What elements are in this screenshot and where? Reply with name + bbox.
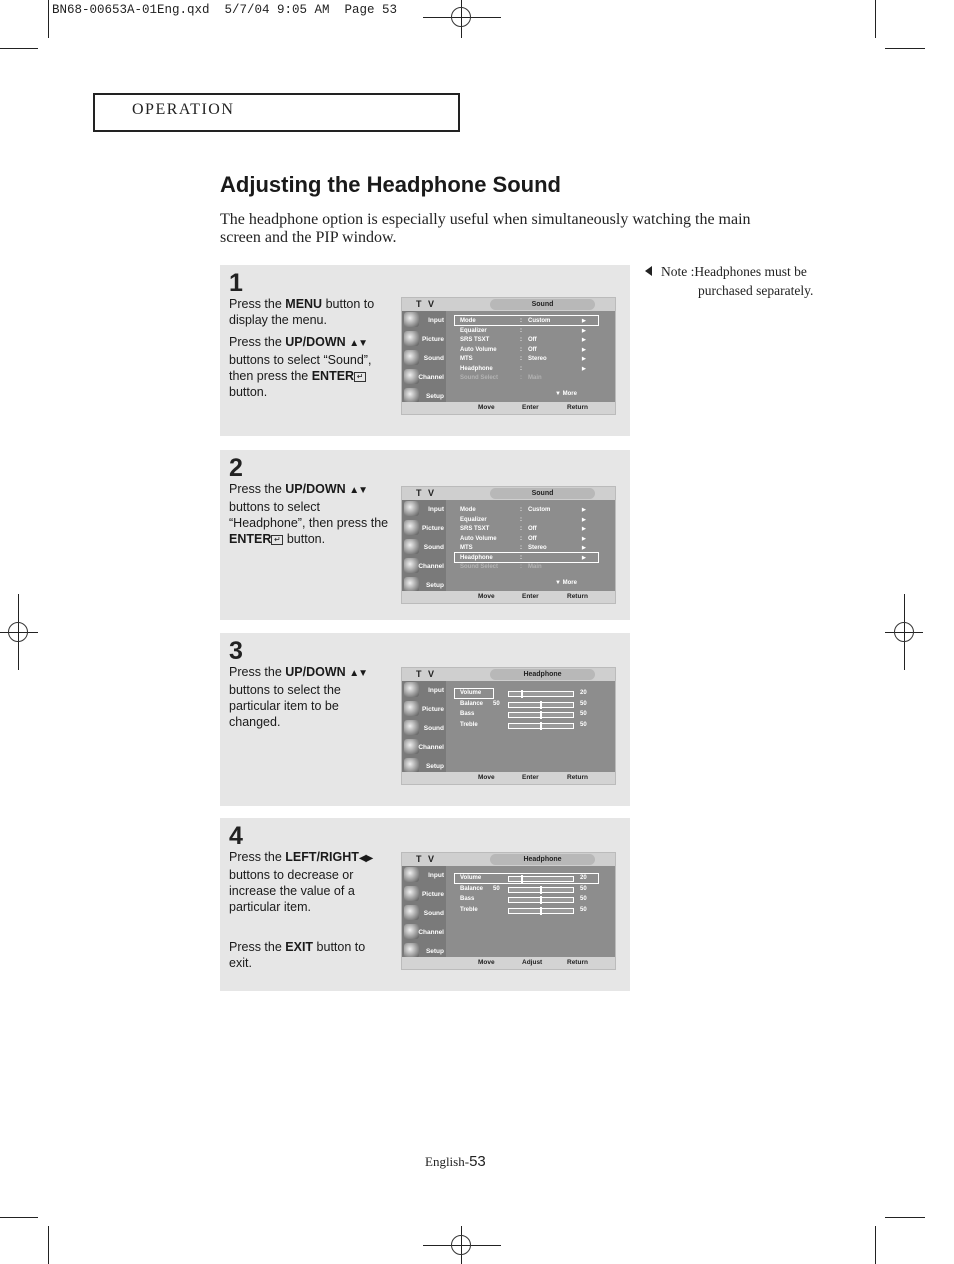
tv-screen xyxy=(401,852,616,970)
menu-title: Sound xyxy=(490,488,595,499)
tv-help-bar xyxy=(402,772,615,784)
sidebar-item-label: Sound xyxy=(423,910,444,917)
sidebar-item-input xyxy=(402,866,446,884)
note-label: Note : xyxy=(661,264,695,279)
highlight-box xyxy=(454,873,599,884)
sidebar-item-channel xyxy=(402,368,446,386)
picture-icon xyxy=(404,701,419,716)
enter-hint: Adjust xyxy=(522,959,543,966)
sidebar-item-picture xyxy=(402,700,446,718)
level-marker xyxy=(540,896,542,904)
arrow-right-icon: ▶ xyxy=(582,545,586,551)
menu-item-name: Mode xyxy=(460,507,476,513)
level-value: 50 xyxy=(580,885,587,892)
move-hint: Move xyxy=(478,593,495,600)
menu-item-value: Main xyxy=(528,375,542,381)
arrow-right-icon: ▶ xyxy=(582,516,586,523)
intro-text: The headphone option is especially useful when simultaneously watching the main screen and the PIP window. xyxy=(220,211,751,246)
menu-item-value: Custom xyxy=(528,507,551,513)
setup-icon xyxy=(404,758,419,773)
sidebar-item-label: Channel xyxy=(418,374,444,381)
menu-item-value: Off xyxy=(528,337,537,343)
channel-icon xyxy=(404,558,419,573)
text-bold: MENU xyxy=(285,297,323,311)
separator-colon: : xyxy=(520,365,522,372)
separator-colon: : xyxy=(520,337,522,343)
text-bold: ENTER xyxy=(229,532,272,546)
picture-icon xyxy=(404,886,419,901)
sidebar-item-channel xyxy=(402,923,446,941)
text: Press the xyxy=(229,850,286,864)
sidebar-item-label: Picture xyxy=(421,891,444,898)
menu-row xyxy=(460,536,600,546)
menu-item-value: Off xyxy=(528,526,537,532)
menu-row xyxy=(460,328,600,338)
registration-mark xyxy=(451,1235,471,1255)
text: button to exit. xyxy=(229,940,366,970)
note-line1: Headphones must be xyxy=(694,264,807,279)
setup-icon xyxy=(404,577,419,592)
step-4 xyxy=(220,818,630,991)
sidebar-item-label: Input xyxy=(428,317,444,324)
sidebar-item-picture xyxy=(402,330,446,348)
menu-item-name: MTS xyxy=(460,356,473,362)
enter-hint: Enter xyxy=(522,404,539,411)
level-marker xyxy=(540,701,542,709)
level-bar xyxy=(508,702,574,708)
menu-item-name: Treble xyxy=(460,906,478,913)
return-hint: Return xyxy=(567,593,588,600)
tv-sidebar xyxy=(402,866,446,961)
picture-icon xyxy=(404,520,419,535)
menu-row xyxy=(460,366,600,376)
level-bar xyxy=(508,723,574,729)
sidebar-item-input xyxy=(402,681,446,699)
separator-colon: : xyxy=(520,356,522,362)
tv-screen xyxy=(401,486,616,604)
menu-row xyxy=(460,356,600,366)
menu-row xyxy=(460,347,600,357)
separator-colon: : xyxy=(520,554,522,561)
tv-help-bar xyxy=(402,591,615,603)
highlight-box xyxy=(454,688,494,699)
sound-icon xyxy=(404,905,419,920)
tv-header-bar xyxy=(402,298,615,311)
section-label xyxy=(132,101,234,119)
highlight-box xyxy=(454,315,599,326)
separator-colon: : xyxy=(520,545,522,551)
level-marker xyxy=(540,722,542,730)
sidebar-item-label: Setup xyxy=(425,948,444,955)
balance-left-value: 50 xyxy=(493,885,500,892)
text: Press the xyxy=(229,297,286,311)
level-bar xyxy=(508,908,574,914)
level-marker xyxy=(521,690,523,698)
menu-title: Headphone xyxy=(490,854,595,865)
step-number: 3 xyxy=(229,637,243,665)
arrow-right-icon: ▶ xyxy=(582,356,586,362)
sidebar-item-input xyxy=(402,500,446,518)
menu-item-value: Off xyxy=(528,535,537,542)
return-hint: Return xyxy=(567,404,588,411)
sidebar-item-label: Sound xyxy=(423,725,444,732)
sidebar-item-sound xyxy=(402,349,446,367)
menu-row xyxy=(460,526,600,536)
text-bold: ENTER xyxy=(311,369,355,383)
move-hint: Move xyxy=(478,404,495,411)
sidebar-item-label: Input xyxy=(428,687,444,694)
input-icon xyxy=(404,501,419,516)
up-down-icon: ▲▼ xyxy=(349,338,367,349)
left-arrow-icon xyxy=(645,266,652,276)
menu-item-name: Bass xyxy=(460,896,475,902)
step-instructions xyxy=(229,664,389,736)
menu-title: Headphone xyxy=(490,669,595,680)
menu-item-value: Stereo xyxy=(528,545,547,551)
up-down-icon: ▲▼ xyxy=(349,668,367,679)
text: button to display the menu. xyxy=(229,297,375,327)
step-instructions xyxy=(229,849,389,977)
tv-label: T V xyxy=(416,299,437,309)
step-instructions xyxy=(229,296,389,406)
arrow-right-icon: ▶ xyxy=(582,526,586,532)
step-3 xyxy=(220,633,630,806)
picture-icon xyxy=(404,331,419,346)
text-bold: EXIT xyxy=(285,940,314,954)
step-instructions xyxy=(229,481,389,553)
input-icon xyxy=(404,867,419,882)
note-line2: purchased separately. xyxy=(698,283,814,298)
level-bar xyxy=(508,887,574,893)
sidebar-item-sound xyxy=(402,719,446,737)
arrow-right-icon: ▶ xyxy=(582,507,586,513)
arrow-right-icon: ▶ xyxy=(582,535,586,542)
tv-sidebar xyxy=(402,500,446,595)
menu-item-name: SRS TSXT xyxy=(460,337,490,343)
level-marker xyxy=(540,907,542,915)
setup-icon xyxy=(404,388,419,403)
menu-item-name: SRS TSXT xyxy=(460,526,490,532)
sound-icon xyxy=(404,539,419,554)
sidebar-item-channel xyxy=(402,557,446,575)
menu-row xyxy=(460,375,600,385)
menu-item-name: Equalizer xyxy=(460,516,487,523)
menu-item-value: Stereo xyxy=(528,356,547,362)
step-number: 2 xyxy=(229,454,243,482)
menu-row xyxy=(460,337,600,347)
registration-mark xyxy=(8,622,28,642)
sidebar-item-label: Setup xyxy=(425,763,444,770)
menu-item-name: MTS xyxy=(460,545,473,551)
sidebar-item-label: Channel xyxy=(418,744,444,751)
enter-icon: ↵ xyxy=(271,535,283,545)
more-indicator: ▼ More xyxy=(555,580,577,586)
sidebar-item-label: Sound xyxy=(423,355,444,362)
menu-item-name: Balance xyxy=(460,885,484,892)
sidebar-item-sound xyxy=(402,904,446,922)
sidebar-item-channel xyxy=(402,738,446,756)
level-value: 20 xyxy=(580,875,587,881)
channel-icon xyxy=(404,739,419,754)
menu-item-name: Auto Volume xyxy=(460,535,497,542)
menu-item-value: Custom xyxy=(528,318,551,324)
highlight-box xyxy=(454,552,599,563)
setup-icon xyxy=(404,943,419,958)
text: button. xyxy=(229,385,268,399)
separator-colon: : xyxy=(520,526,522,532)
return-hint: Return xyxy=(567,774,588,781)
left-right-icon: ◀▶ xyxy=(358,853,373,864)
arrow-right-icon: ▶ xyxy=(582,365,586,372)
menu-item-name: Bass xyxy=(460,711,475,717)
menu-item-name: Auto Volume xyxy=(460,346,497,353)
separator-colon: : xyxy=(520,318,522,324)
crop-mark xyxy=(48,0,49,38)
page-title: Adjusting the Headphone Sound xyxy=(220,172,561,197)
crop-mark xyxy=(875,0,876,38)
crop-mark xyxy=(0,48,38,49)
level-marker xyxy=(540,886,542,894)
text: Press the xyxy=(229,482,286,496)
sidebar-item-label: Picture xyxy=(421,706,444,713)
note xyxy=(642,262,842,300)
channel-icon xyxy=(404,369,419,384)
sidebar-item-input xyxy=(402,311,446,329)
step-number: 1 xyxy=(229,269,243,297)
section-text: OPERATION xyxy=(132,101,235,118)
tv-label: T V xyxy=(416,854,437,864)
sidebar-item-picture xyxy=(402,519,446,537)
arrow-right-icon: ▶ xyxy=(582,318,586,324)
separator-colon: : xyxy=(520,375,522,381)
tv-help-bar xyxy=(402,402,615,414)
crop-mark xyxy=(48,1226,49,1264)
sidebar-item-sound xyxy=(402,538,446,556)
menu-row xyxy=(460,517,600,527)
sidebar-item-label: Channel xyxy=(418,563,444,570)
crop-mark xyxy=(885,48,925,49)
level-value: 50 xyxy=(580,906,587,913)
separator-colon: : xyxy=(520,507,522,513)
level-marker xyxy=(540,711,542,719)
text: Press the xyxy=(229,940,286,954)
menu-item-name: Headphone xyxy=(460,554,493,561)
menu-item-name: Sound Select xyxy=(460,375,499,381)
arrow-right-icon: ▶ xyxy=(582,327,586,334)
text-bold: UP/DOWN xyxy=(285,665,346,679)
level-bar xyxy=(508,691,574,697)
registration-mark xyxy=(451,7,471,27)
more-indicator: ▼ More xyxy=(555,391,577,397)
return-hint: Return xyxy=(567,959,588,966)
move-hint: Move xyxy=(478,959,495,966)
menu-item-name: Mode xyxy=(460,318,476,324)
separator-colon: : xyxy=(520,327,522,334)
arrow-right-icon: ▶ xyxy=(582,346,586,353)
menu-item-name: Balance xyxy=(460,700,484,707)
crop-mark xyxy=(885,1217,925,1218)
sound-icon xyxy=(404,350,419,365)
text: buttons to select the particular item to be changed. xyxy=(229,683,341,729)
separator-colon: : xyxy=(520,516,522,523)
text: buttons to select “Sound”, then press the xyxy=(229,353,372,383)
enter-icon: ↵ xyxy=(354,372,366,382)
sidebar-item-label: Setup xyxy=(425,393,444,400)
level-value: 50 xyxy=(580,721,587,728)
arrow-right-icon: ▶ xyxy=(582,554,586,561)
step-1 xyxy=(220,265,630,436)
up-down-icon: ▲▼ xyxy=(349,485,367,496)
sidebar-item-picture xyxy=(402,885,446,903)
step-number: 4 xyxy=(229,822,243,850)
tv-header-bar xyxy=(402,487,615,500)
sidebar-item-label: Picture xyxy=(421,525,444,532)
text: Press the xyxy=(229,335,286,349)
menu-item-name: Volume xyxy=(460,690,482,696)
menu-title: Sound xyxy=(490,299,595,310)
crop-mark xyxy=(875,1226,876,1264)
channel-icon xyxy=(404,924,419,939)
level-value: 50 xyxy=(580,896,587,902)
text: buttons to select “Headphone”, then press the xyxy=(229,500,389,530)
menu-item-name: Equalizer xyxy=(460,327,487,334)
level-value: 50 xyxy=(580,700,587,707)
menu-row xyxy=(460,507,600,517)
tv-label: T V xyxy=(416,488,437,498)
text: buttons to decrease or increase the value of a particular item. xyxy=(229,868,355,914)
text-bold: LEFT/RIGHT xyxy=(285,850,359,864)
tv-header-bar xyxy=(402,668,615,681)
tv-screen xyxy=(401,297,616,415)
sidebar-item-label: Setup xyxy=(425,582,444,589)
footer-lang: English- xyxy=(425,1154,470,1169)
text-bold: UP/DOWN xyxy=(285,335,346,349)
separator-colon: : xyxy=(520,535,522,542)
input-icon xyxy=(404,312,419,327)
menu-item-value: Off xyxy=(528,346,537,353)
menu-item-name: Sound Select xyxy=(460,564,499,570)
input-icon xyxy=(404,682,419,697)
level-bar xyxy=(508,712,574,718)
file-header: BN68-00653A-01Eng.qxd 5/7/04 9:05 AM Page 53 xyxy=(52,3,398,17)
move-hint: Move xyxy=(478,774,495,781)
arrow-right-icon: ▶ xyxy=(582,337,586,343)
menu-item-name: Headphone xyxy=(460,365,493,372)
separator-colon: : xyxy=(520,564,522,570)
sidebar-item-label: Sound xyxy=(423,544,444,551)
tv-screen xyxy=(401,667,616,785)
menu-item-name: Volume xyxy=(460,875,482,881)
enter-hint: Enter xyxy=(522,774,539,781)
tv-help-bar xyxy=(402,957,615,969)
page-footer xyxy=(425,1153,486,1170)
separator-colon: : xyxy=(520,346,522,353)
level-bar xyxy=(508,897,574,903)
sidebar-item-label: Input xyxy=(428,506,444,513)
level-value: 50 xyxy=(580,711,587,717)
text: button. xyxy=(283,532,326,546)
sidebar-item-label: Channel xyxy=(418,929,444,936)
tv-sidebar xyxy=(402,311,446,406)
registration-mark xyxy=(894,622,914,642)
crop-mark xyxy=(0,1217,38,1218)
level-value: 20 xyxy=(580,690,587,696)
enter-hint: Enter xyxy=(522,593,539,600)
tv-sidebar xyxy=(402,681,446,776)
tv-header-bar xyxy=(402,853,615,866)
menu-item-value: Main xyxy=(528,564,542,570)
sidebar-item-label: Input xyxy=(428,872,444,879)
menu-item-name: Treble xyxy=(460,721,478,728)
step-2 xyxy=(220,450,630,620)
sidebar-item-label: Picture xyxy=(421,336,444,343)
menu-row xyxy=(460,564,600,574)
tv-label: T V xyxy=(416,669,437,679)
text: Press the xyxy=(229,665,286,679)
balance-left-value: 50 xyxy=(493,700,500,707)
text-bold: UP/DOWN xyxy=(285,482,346,496)
page-number: 53 xyxy=(469,1153,486,1170)
sound-icon xyxy=(404,720,419,735)
